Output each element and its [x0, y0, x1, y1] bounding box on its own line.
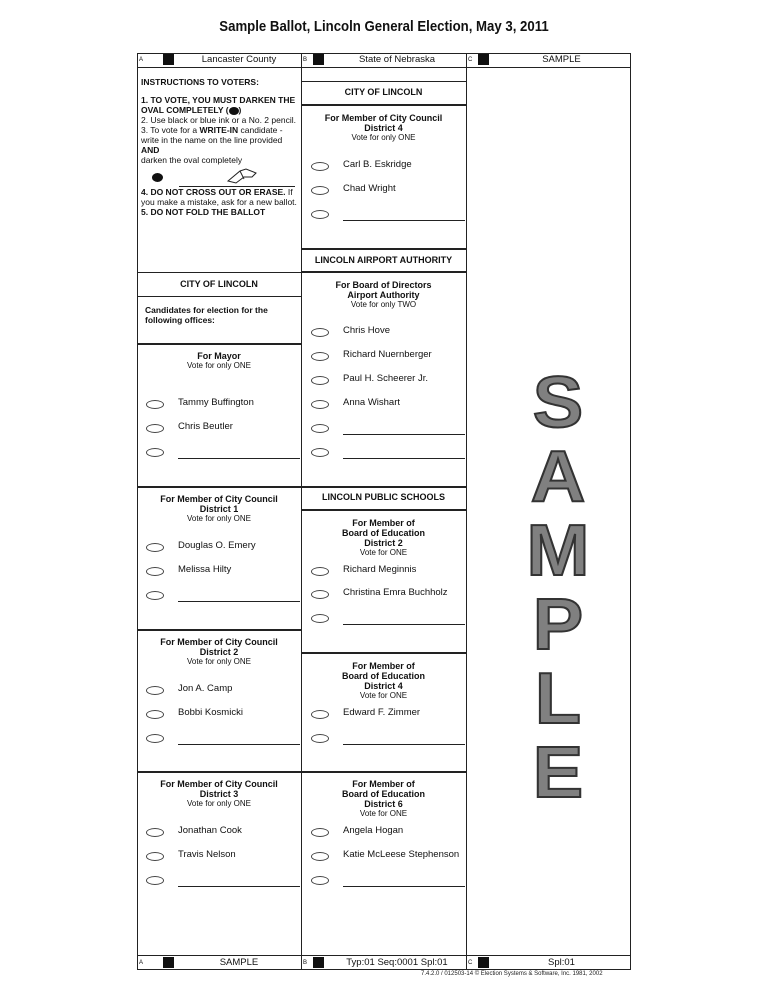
timing-mark — [313, 54, 324, 65]
writein-oval[interactable] — [146, 448, 164, 457]
candidate-name: Bobbi Kosmicki — [178, 707, 243, 718]
instruction-2: 2. Use black or blue ink or a No. 2 pencil. — [141, 115, 296, 125]
writein-line[interactable] — [178, 601, 300, 602]
candidate-name: Paul H. Scheerer Jr. — [343, 373, 429, 384]
writein-oval[interactable] — [311, 614, 329, 623]
office-subtitle: Board of Education — [342, 789, 425, 799]
candidate-name: Jon A. Camp — [178, 683, 233, 694]
timing-mark — [313, 957, 324, 968]
watermark-letter: M — [526, 511, 590, 591]
vote-oval[interactable] — [146, 543, 164, 552]
ballot-header — [137, 53, 631, 67]
vote-oval[interactable] — [311, 852, 329, 861]
instruction-3-and: AND — [141, 145, 160, 155]
bottom-split: Spl:01 — [548, 957, 575, 968]
timing-mark-label: B — [303, 57, 308, 63]
office-district: District 1 — [199, 504, 239, 514]
divider — [137, 486, 301, 488]
vote-instruction: Vote for ONE — [359, 809, 408, 818]
sample-watermark — [513, 363, 603, 813]
divider — [137, 629, 301, 631]
divider — [301, 248, 466, 250]
header-county: Lancaster County — [201, 54, 277, 65]
office-subtitle: Board of Education — [342, 671, 425, 681]
candidate-name: Angela Hogan — [343, 825, 404, 836]
writein-line[interactable] — [178, 458, 300, 459]
instruction-4-cont: If — [285, 187, 293, 197]
section-city-of-lincoln: CITY OF LINCOLN — [344, 87, 423, 97]
office-title: For Member of — [352, 661, 415, 671]
vote-instruction: Vote for only ONE — [351, 133, 416, 142]
vote-instruction: Vote for only TWO — [350, 300, 417, 309]
vote-oval[interactable] — [311, 400, 329, 409]
divider — [301, 104, 466, 106]
section-public-schools: LINCOLN PUBLIC SCHOOLS — [322, 492, 445, 502]
vote-oval[interactable] — [311, 186, 329, 195]
vote-oval[interactable] — [311, 828, 329, 837]
divider — [301, 509, 466, 511]
watermark-letter: S — [532, 363, 584, 443]
divider — [301, 771, 466, 773]
instruction-3-cont: candidate - — [238, 125, 283, 135]
writein-line[interactable] — [178, 886, 300, 887]
bottom-type: Typ:01 Seq:0001 Spl:01 — [346, 957, 448, 968]
watermark-letter: A — [530, 437, 586, 517]
vote-oval[interactable] — [311, 162, 329, 171]
instruction-1-end: ) — [238, 105, 242, 115]
vote-instruction: Vote for only ONE — [186, 799, 252, 808]
ballot-bottom — [137, 956, 631, 970]
instruction-1: 1. TO VOTE, YOU MUST DARKEN THE — [141, 95, 296, 105]
office-title: For Board of Directors — [335, 280, 432, 290]
vote-instruction: Vote for only ONE — [186, 657, 252, 666]
vote-instruction: Vote for ONE — [359, 691, 408, 700]
writein-oval[interactable] — [146, 734, 164, 743]
writein-oval[interactable] — [311, 424, 329, 433]
vote-oval[interactable] — [311, 328, 329, 337]
divider — [137, 343, 301, 345]
candidate-name: Chris Beutler — [178, 421, 233, 432]
office-council-d2 — [137, 637, 301, 667]
candidate-name: Tammy Buffington — [178, 397, 254, 408]
timing-mark — [163, 54, 174, 65]
writein-oval[interactable] — [311, 876, 329, 885]
timing-mark-label: C — [468, 960, 473, 966]
office-district: District 2 — [364, 538, 403, 548]
timing-mark-label: A — [139, 57, 144, 63]
office-title: For Member of City Council — [160, 637, 278, 647]
instruction-4-line: you make a mistake, ask for a new ballot. — [141, 197, 297, 207]
office-district: District 4 — [364, 681, 403, 691]
timing-mark-label: A — [139, 960, 144, 966]
divider — [301, 652, 466, 654]
instruction-3: 3. To vote for a — [141, 125, 200, 135]
column-divider — [301, 53, 302, 970]
bottom-sample: SAMPLE — [219, 957, 259, 968]
candidate-name: Douglas O. Emery — [178, 540, 256, 551]
office-board-ed-d4 — [301, 661, 466, 701]
watermark-letter: P — [532, 585, 584, 665]
vote-oval[interactable] — [311, 710, 329, 719]
candidate-name: Christina Emra Buchholz — [343, 587, 448, 598]
office-subtitle: Airport Authority — [347, 290, 420, 300]
vote-oval[interactable] — [146, 828, 164, 837]
writein-line[interactable] — [343, 434, 465, 435]
divider — [301, 81, 466, 82]
office-title: For Member of City Council — [324, 113, 443, 123]
timing-mark-label: B — [303, 960, 308, 966]
writein-line[interactable] — [343, 744, 465, 745]
divider — [137, 272, 301, 273]
candidate-name: Chad Wright — [343, 183, 396, 194]
vote-oval[interactable] — [311, 567, 329, 576]
instruction-4: 4. DO NOT CROSS OUT OR ERASE. — [141, 187, 286, 197]
office-board-ed-d6 — [301, 779, 466, 819]
footer-copyright: 7.4.2.0 / 012503-14 © Election Systems & Software, Inc. 1981, 2002 — [421, 971, 603, 977]
office-title: For Member of City Council — [160, 494, 278, 504]
writein-line[interactable] — [343, 624, 465, 625]
vote-oval[interactable] — [311, 352, 329, 361]
writein-line[interactable] — [343, 220, 465, 221]
candidate-name: Travis Nelson — [178, 849, 236, 860]
vote-oval[interactable] — [146, 710, 164, 719]
candidate-name: Richard Nuernberger — [343, 349, 432, 360]
candidate-name: Jonathan Cook — [178, 825, 242, 836]
header-state: State of Nebraska — [358, 54, 436, 65]
ballot-title: Sample Ballot, Lincoln General Election, May 3, 2011 — [219, 18, 549, 35]
office-subtitle: Board of Education — [342, 528, 425, 538]
filled-oval-icon — [152, 173, 163, 182]
office-title: For Member of City Council — [160, 779, 278, 789]
instruction-3-writein: WRITE-IN — [199, 125, 239, 135]
instruction-5: 5. DO NOT FOLD THE BALLOT — [141, 207, 266, 217]
office-district: District 4 — [364, 123, 403, 133]
divider — [301, 271, 466, 273]
writein-oval[interactable] — [146, 591, 164, 600]
timing-mark-label: C — [468, 57, 473, 63]
timing-mark — [478, 957, 489, 968]
divider — [137, 67, 631, 68]
candidate-name: Richard Meginnis — [343, 564, 417, 575]
vote-oval[interactable] — [146, 852, 164, 861]
timing-mark — [478, 54, 489, 65]
candidate-name: Edward F. Zimmer — [343, 707, 421, 718]
office-district: District 3 — [199, 789, 239, 799]
office-airport-board — [301, 280, 466, 310]
vote-instruction: Vote for only ONE — [186, 361, 252, 370]
instruction-3-end: darken the oval completely — [141, 155, 243, 165]
pen-hand-icon — [226, 165, 260, 185]
office-mayor — [137, 351, 301, 371]
vote-instruction: Vote for only ONE — [186, 514, 252, 523]
vote-oval[interactable] — [146, 400, 164, 409]
vote-oval[interactable] — [146, 567, 164, 576]
header-sample: SAMPLE — [542, 54, 581, 65]
office-council-d1 — [137, 494, 301, 524]
writein-oval[interactable] — [311, 448, 329, 457]
candidate-name: Katie McLeese Stephenson — [343, 849, 460, 860]
instructions-heading: INSTRUCTIONS TO VOTERS: — [141, 77, 259, 87]
candidate-name: Chris Hove — [343, 325, 390, 336]
office-district: District 2 — [199, 647, 239, 657]
writein-oval[interactable] — [146, 876, 164, 885]
writein-oval[interactable] — [311, 210, 329, 219]
writein-line[interactable] — [343, 458, 465, 459]
writein-line[interactable] — [343, 886, 465, 887]
filled-oval-icon — [229, 107, 239, 115]
writein-line[interactable] — [178, 744, 300, 745]
instruction-1-cont: OVAL COMPLETELY ( — [141, 105, 229, 115]
office-title: For Member of — [352, 518, 415, 528]
candidates-note: Candidates for election for the following offices: — [145, 305, 268, 325]
writein-line — [179, 186, 295, 187]
column-divider — [466, 53, 467, 970]
section-city-of-lincoln: CITY OF LINCOLN — [180, 279, 258, 289]
office-district: District 6 — [364, 799, 403, 809]
divider — [137, 296, 301, 297]
vote-oval[interactable] — [311, 376, 329, 385]
example-writein — [141, 165, 299, 187]
office-council-d3 — [137, 779, 301, 809]
vote-instruction: Vote for ONE — [359, 548, 408, 557]
voter-instructions — [141, 77, 299, 217]
office-council-d4 — [301, 113, 466, 143]
instruction-3-line: write in the name on the line provided — [141, 135, 283, 145]
vote-oval[interactable] — [146, 686, 164, 695]
vote-oval[interactable] — [311, 590, 329, 599]
office-title: For Mayor — [197, 351, 241, 361]
divider — [137, 771, 301, 773]
office-title: For Member of — [352, 779, 415, 789]
writein-oval[interactable] — [311, 734, 329, 743]
candidate-name: Anna Wishart — [343, 397, 401, 408]
watermark-letter: E — [532, 733, 584, 813]
watermark-letter: L — [534, 659, 582, 739]
timing-mark — [163, 957, 174, 968]
vote-oval[interactable] — [146, 424, 164, 433]
candidate-name: Melissa Hilty — [178, 564, 232, 575]
section-airport-authority: LINCOLN AIRPORT AUTHORITY — [314, 255, 453, 265]
candidate-name: Carl B. Eskridge — [343, 159, 412, 170]
office-board-ed-d2 — [301, 518, 466, 558]
divider — [301, 486, 466, 488]
